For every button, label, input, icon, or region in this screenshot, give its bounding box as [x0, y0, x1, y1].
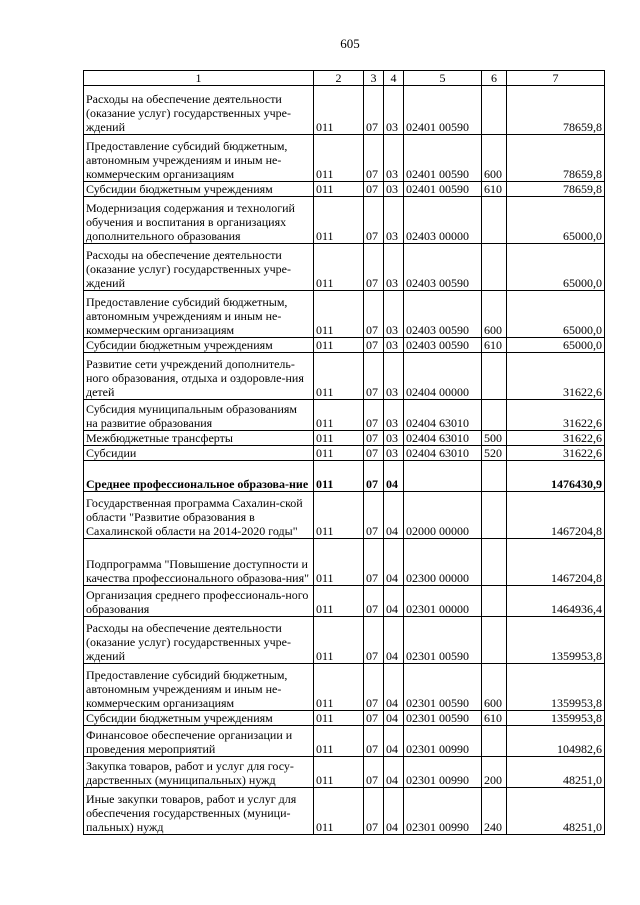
- amount-cell: 1359953,8: [507, 711, 605, 726]
- amount-cell: 1467204,8: [507, 492, 605, 539]
- subsection-code-cell: 04: [384, 757, 404, 788]
- table-row: [84, 539, 605, 586]
- expense-type-cell: 520: [482, 446, 507, 461]
- target-article-cell: 02404 63010: [404, 400, 482, 431]
- subsection-code-cell: 04: [384, 726, 404, 757]
- table-row: [84, 86, 605, 135]
- section-code-cell: 07: [364, 726, 384, 757]
- amount-cell: 1359953,8: [507, 664, 605, 711]
- amount-cell: 1359953,8: [507, 617, 605, 664]
- ministry-code-cell: 011: [314, 586, 364, 617]
- table-row: [84, 135, 605, 182]
- target-article-cell: 02301 00590: [404, 617, 482, 664]
- ministry-code-cell: 011: [314, 338, 364, 353]
- column-header: 6: [482, 71, 507, 86]
- row-name-cell: Предоставление субсидий бюджетным, автономным учреждениям и иным не-коммерческим организациям: [84, 135, 314, 182]
- ministry-code-cell: 011: [314, 492, 364, 539]
- row-name-cell: Закупка товаров, работ и услуг для госу-дарственных (муниципальных) нужд: [84, 757, 314, 788]
- section-code-cell: 07: [364, 446, 384, 461]
- column-header: 4: [384, 71, 404, 86]
- row-name-cell: Предоставление субсидий бюджетным, автономным учреждениям и иным не-коммерческим организациям: [84, 664, 314, 711]
- section-code-cell: 07: [364, 338, 384, 353]
- section-code-cell: 07: [364, 431, 384, 446]
- amount-cell: 1464936,4: [507, 586, 605, 617]
- section-code-cell: 07: [364, 492, 384, 539]
- target-article-cell: 02403 00000: [404, 197, 482, 244]
- expense-type-cell: 600: [482, 135, 507, 182]
- target-article-cell: 02401 00590: [404, 182, 482, 197]
- row-name-cell: Расходы на обеспечение деятельности (оказание услуг) государственных учре-ждений: [84, 86, 314, 135]
- amount-cell: 65000,0: [507, 244, 605, 291]
- section-code-cell: 07: [364, 788, 384, 835]
- table-row: [84, 446, 605, 461]
- section-code-cell: 07: [364, 757, 384, 788]
- expense-type-cell: [482, 726, 507, 757]
- expense-type-cell: [482, 492, 507, 539]
- amount-cell: 48251,0: [507, 757, 605, 788]
- subsection-code-cell: 03: [384, 86, 404, 135]
- subsection-code-cell: 04: [384, 664, 404, 711]
- row-name-cell: Расходы на обеспечение деятельности (оказание услуг) государственных учре-ждений: [84, 244, 314, 291]
- ministry-code-cell: 011: [314, 788, 364, 835]
- row-name-cell: Организация среднего профессиональ-ного образования: [84, 586, 314, 617]
- subsection-code-cell: 03: [384, 197, 404, 244]
- table-row: [84, 586, 605, 617]
- expense-type-cell: [482, 586, 507, 617]
- amount-cell: 31622,6: [507, 353, 605, 400]
- amount-cell: 65000,0: [507, 197, 605, 244]
- amount-cell: 48251,0: [507, 788, 605, 835]
- row-name-cell: Расходы на обеспечение деятельности (оказание услуг) государственных учре-ждений: [84, 617, 314, 664]
- target-article-cell: 02403 00590: [404, 244, 482, 291]
- row-name-cell: Иные закупки товаров, работ и услуг для обеспечения государственных (муници-пальных) нужд: [84, 788, 314, 835]
- row-name-cell: Субсидии бюджетным учреждениям: [84, 338, 314, 353]
- section-code-cell: 07: [364, 197, 384, 244]
- amount-cell: 65000,0: [507, 338, 605, 353]
- section-code-cell: 07: [364, 244, 384, 291]
- table-row: [84, 788, 605, 835]
- ministry-code-cell: 011: [314, 400, 364, 431]
- target-article-cell: 02000 00000: [404, 492, 482, 539]
- expense-type-cell: 610: [482, 711, 507, 726]
- ministry-code-cell: 011: [314, 431, 364, 446]
- target-article-cell: 02301 00990: [404, 788, 482, 835]
- row-name-cell: Субсидия муниципальным образованиям на развитие образования: [84, 400, 314, 431]
- section-code-cell: 07: [364, 586, 384, 617]
- target-article-cell: 02301 00000: [404, 586, 482, 617]
- amount-cell: 31622,6: [507, 431, 605, 446]
- subsection-code-cell: 03: [384, 446, 404, 461]
- column-header: 2: [314, 71, 364, 86]
- subsection-code-cell: 03: [384, 431, 404, 446]
- table-row: [84, 197, 605, 244]
- target-article-cell: 02401 00590: [404, 86, 482, 135]
- table-row: [84, 353, 605, 400]
- column-number-row: [84, 71, 605, 86]
- table-row: [84, 338, 605, 353]
- amount-cell: 31622,6: [507, 400, 605, 431]
- expense-type-cell: 600: [482, 664, 507, 711]
- subsection-code-cell: 04: [384, 617, 404, 664]
- expense-type-cell: [482, 244, 507, 291]
- target-article-cell: 02301 00590: [404, 664, 482, 711]
- expense-type-cell: [482, 617, 507, 664]
- amount-cell: 1467204,8: [507, 539, 605, 586]
- target-article-cell: 02301 00590: [404, 711, 482, 726]
- ministry-code-cell: 011: [314, 617, 364, 664]
- ministry-code-cell: 011: [314, 461, 364, 492]
- table-row: [84, 757, 605, 788]
- amount-cell: 65000,0: [507, 291, 605, 338]
- ministry-code-cell: 011: [314, 539, 364, 586]
- ministry-code-cell: 011: [314, 291, 364, 338]
- expense-type-cell: [482, 197, 507, 244]
- target-article-cell: 02300 00000: [404, 539, 482, 586]
- expense-type-cell: 500: [482, 431, 507, 446]
- subsection-code-cell: 04: [384, 711, 404, 726]
- section-code-cell: 07: [364, 539, 384, 586]
- expense-type-cell: 610: [482, 338, 507, 353]
- column-header: 7: [507, 71, 605, 86]
- section-code-cell: 07: [364, 664, 384, 711]
- table-row: [84, 431, 605, 446]
- expense-type-cell: [482, 400, 507, 431]
- ministry-code-cell: 011: [314, 711, 364, 726]
- target-article-cell: 02403 00590: [404, 338, 482, 353]
- section-code-cell: 07: [364, 353, 384, 400]
- ministry-code-cell: 011: [314, 446, 364, 461]
- row-name-cell: Субсидии бюджетным учреждениям: [84, 711, 314, 726]
- row-name-cell: Предоставление субсидий бюджетным, автономным учреждениям и иным не-коммерческим организациям: [84, 291, 314, 338]
- section-code-cell: 07: [364, 86, 384, 135]
- expense-type-cell: [482, 539, 507, 586]
- table-header: [84, 71, 605, 86]
- subsection-code-cell: 04: [384, 586, 404, 617]
- table-body: [84, 86, 605, 835]
- row-name-cell: Субсидии: [84, 446, 314, 461]
- table-row: [84, 182, 605, 197]
- target-article-cell: 02301 00990: [404, 726, 482, 757]
- budget-table: [83, 70, 605, 835]
- ministry-code-cell: 011: [314, 182, 364, 197]
- column-header: 5: [404, 71, 482, 86]
- subsection-code-cell: 04: [384, 492, 404, 539]
- subsection-code-cell: 03: [384, 135, 404, 182]
- target-article-cell: 02404 63010: [404, 431, 482, 446]
- amount-cell: 31622,6: [507, 446, 605, 461]
- table-row: [84, 244, 605, 291]
- target-article-cell: 02404 63010: [404, 446, 482, 461]
- section-code-cell: 07: [364, 461, 384, 492]
- target-article-cell: 02403 00590: [404, 291, 482, 338]
- table-row: [84, 400, 605, 431]
- subsection-code-cell: 04: [384, 539, 404, 586]
- row-name-cell: Развитие сети учреждений дополнитель-ного образования, отдыха и оздоровле-ния детей: [84, 353, 314, 400]
- row-name-cell: Субсидии бюджетным учреждениям: [84, 182, 314, 197]
- table-row: [84, 492, 605, 539]
- expense-type-cell: [482, 461, 507, 492]
- expense-type-cell: 240: [482, 788, 507, 835]
- table-row: [84, 617, 605, 664]
- amount-cell: 104982,6: [507, 726, 605, 757]
- table-row: [84, 461, 605, 492]
- subsection-code-cell: 03: [384, 291, 404, 338]
- subsection-code-cell: 03: [384, 353, 404, 400]
- target-article-cell: 02404 00000: [404, 353, 482, 400]
- column-header: 1: [84, 71, 314, 86]
- row-name-cell: Финансовое обеспечение организации и проведения мероприятий: [84, 726, 314, 757]
- amount-cell: 78659,8: [507, 135, 605, 182]
- subsection-code-cell: 04: [384, 461, 404, 492]
- subsection-code-cell: 03: [384, 182, 404, 197]
- page-number: 605: [340, 36, 360, 51]
- row-name-cell: Модернизация содержания и технологий обучения и воспитания в организациях дополнительного образования: [84, 197, 314, 244]
- section-code-cell: 07: [364, 617, 384, 664]
- section-code-cell: 07: [364, 711, 384, 726]
- subsection-code-cell: 03: [384, 244, 404, 291]
- amount-cell: 78659,8: [507, 182, 605, 197]
- subsection-code-cell: 03: [384, 338, 404, 353]
- expense-type-cell: [482, 353, 507, 400]
- subsection-code-cell: 04: [384, 788, 404, 835]
- expense-type-cell: 200: [482, 757, 507, 788]
- row-name-cell: Государственная программа Сахалин-ской области "Развитие образования в Сахалинской области на 2014-2020 годы": [84, 492, 314, 539]
- table-row: [84, 664, 605, 711]
- row-name-cell: Межбюджетные трансферты: [84, 431, 314, 446]
- target-article-cell: 02301 00990: [404, 757, 482, 788]
- amount-cell: 1476430,9: [507, 461, 605, 492]
- expense-type-cell: [482, 86, 507, 135]
- section-code-cell: 07: [364, 135, 384, 182]
- ministry-code-cell: 011: [314, 197, 364, 244]
- row-name-cell: Подпрограмма "Повышение доступности и качества профессионального образова-ния": [84, 539, 314, 586]
- table-row: [84, 291, 605, 338]
- expense-type-cell: 600: [482, 291, 507, 338]
- ministry-code-cell: 011: [314, 244, 364, 291]
- ministry-code-cell: 011: [314, 757, 364, 788]
- subsection-code-cell: 03: [384, 400, 404, 431]
- column-header: 3: [364, 71, 384, 86]
- row-name-cell: Среднее профессиональное образова-ние: [84, 461, 314, 492]
- target-article-cell: [404, 461, 482, 492]
- amount-cell: 78659,8: [507, 86, 605, 135]
- section-code-cell: 07: [364, 182, 384, 197]
- section-code-cell: 07: [364, 400, 384, 431]
- section-code-cell: 07: [364, 291, 384, 338]
- ministry-code-cell: 011: [314, 135, 364, 182]
- ministry-code-cell: 011: [314, 353, 364, 400]
- ministry-code-cell: 011: [314, 664, 364, 711]
- ministry-code-cell: 011: [314, 86, 364, 135]
- table-row: [84, 726, 605, 757]
- ministry-code-cell: 011: [314, 726, 364, 757]
- expense-type-cell: 610: [482, 182, 507, 197]
- target-article-cell: 02401 00590: [404, 135, 482, 182]
- table-row: [84, 711, 605, 726]
